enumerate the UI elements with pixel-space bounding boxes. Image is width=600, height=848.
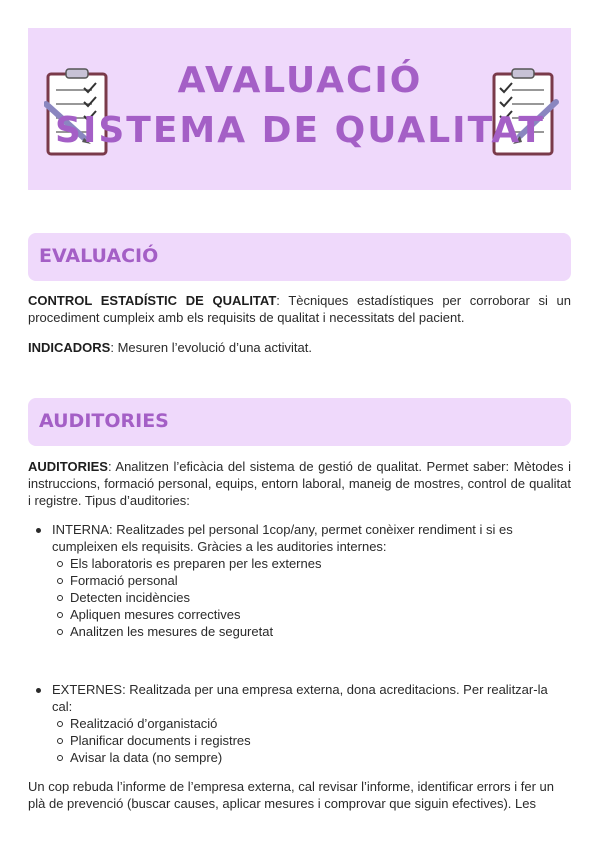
bullet-circle-icon	[57, 612, 63, 618]
list-item-externes	[36, 681, 556, 715]
definition-text: : Analitzen l’eficàcia del sistema de gestió de qualitat. Permet saber: Mètodes i instruccions, formació personal, equips, entorn laboral, maneig de mostres, control de qualitat i registre. Tipus d’auditories:	[28, 459, 571, 508]
section-heading-evaluacio	[28, 233, 571, 281]
sub-list-item: Els laboratoris es preparen per les externes	[57, 555, 537, 572]
paragraph-indicadors	[28, 339, 571, 356]
sub-list-item: Formació personal	[57, 572, 537, 589]
bullet-dot-icon	[36, 528, 41, 533]
sub-list-item: Avisar la data (no sempre)	[57, 749, 537, 766]
section-heading-auditories	[28, 398, 571, 446]
sub-list-item: Analitzen les mesures de seguretat	[57, 623, 537, 640]
bullet-circle-icon	[57, 721, 63, 727]
list-item-interna	[36, 521, 556, 555]
list-item-text: INTERNA: Realitzades pel personal 1cop/any, permet conèixer rendiment i si es cumpleixen els requisits. Gràcies a les auditories internes:	[52, 522, 513, 554]
paragraph-auditories-intro	[28, 458, 571, 509]
bullet-dot-icon	[36, 688, 41, 693]
list-item-text: EXTERNES: Realitzada per una empresa externa, dona acreditacions. Per realitzar-la cal:	[52, 682, 548, 714]
section-heading-text: AUDITORIES	[39, 410, 169, 432]
bullet-circle-icon	[57, 738, 63, 744]
bullet-circle-icon	[57, 595, 63, 601]
bullet-circle-icon	[57, 561, 63, 567]
bullet-circle-icon	[57, 629, 63, 635]
sub-list-item: Detecten incidències	[57, 589, 537, 606]
section-heading-text: EVALUACIÓ	[39, 245, 159, 267]
definition-text: : Tècniques estadístiques per corroborar si un procediment cumpleix amb els requisits de qualitat i necessitats del pacient.	[28, 293, 572, 325]
sub-list-item: Realització d’organistació	[57, 715, 537, 732]
definition-text: : Mesuren l’evolució d’una activitat.	[110, 340, 312, 355]
paragraph-control-estadistic	[28, 292, 571, 326]
term-auditories: AUDITORIES	[28, 459, 108, 474]
bullet-circle-icon	[57, 755, 63, 761]
paragraph-closing: Un cop rebuda l’informe de l’empresa externa, cal revisar l’informe, identificar errors i fer un plà de prevenció (buscar causes, aplicar mesures i comprovar que siguin efectives). Les	[28, 779, 554, 811]
sub-list-item: Apliquen mesures correctives	[57, 606, 537, 623]
term-indicadors: INDICADORS	[28, 340, 111, 355]
sub-list-item: Planificar documents i registres	[57, 732, 537, 749]
term-control-estadistic: CONTROL ESTADÍSTIC DE QUALITAT	[28, 293, 277, 308]
bullet-circle-icon	[57, 578, 63, 584]
banner-title-line2: SISTEMA DE QUALITAT	[55, 110, 545, 151]
banner-title-line1: AVALUACIÓ	[177, 60, 423, 101]
